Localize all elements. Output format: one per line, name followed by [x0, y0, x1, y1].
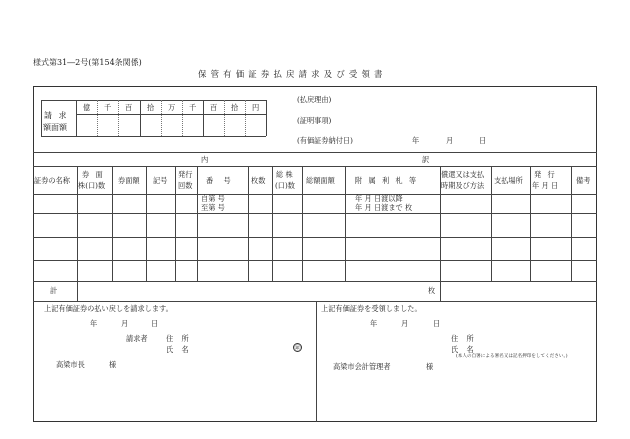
rule — [33, 301, 597, 302]
col-issue-date-2: 年 月 日 — [532, 181, 559, 190]
claim-box-top — [41, 100, 266, 101]
digit-man: 万 — [168, 103, 176, 112]
col-rule — [248, 166, 249, 281]
form-number: 様式第31―2号(第154条関係) — [33, 58, 142, 67]
request-text: 上記有価証券の払い戻しを請求します。 — [44, 304, 173, 313]
col-rule — [491, 166, 492, 281]
digit-oku: 億 — [83, 103, 91, 112]
total-label: 計 — [50, 286, 58, 295]
digit-divider — [224, 100, 225, 136]
col-pay-place: 支払場所 — [494, 176, 523, 185]
refund-reason-label: (払戻理由) — [297, 95, 332, 104]
coupon-to: 年 月 日渡まで 枚 — [355, 203, 413, 212]
document-title: 保管有価証券払戻請求及び受領書 — [198, 69, 387, 79]
breakdown-right: 訳 — [422, 155, 430, 164]
receipt-month: 月 — [401, 319, 409, 328]
bottom-divider — [316, 301, 317, 422]
payment-day: 日 — [479, 136, 487, 145]
receipt-year: 年 — [370, 319, 378, 328]
col-coupons: 附 属 利 札 等 — [355, 176, 419, 185]
col-rule — [112, 166, 113, 281]
digit-divider — [97, 100, 98, 136]
col-rule — [146, 166, 147, 281]
claim-box-bottom — [41, 136, 266, 137]
digit-ju: 拾 — [147, 103, 155, 112]
claim-label-1: 請 求 — [44, 111, 69, 120]
col-face-shares-1: 券 面 — [82, 170, 105, 179]
digit-divider — [140, 100, 141, 136]
payment-year: 年 — [412, 136, 420, 145]
digit-hyaku2: 百 — [210, 103, 218, 112]
breakdown-left: 内 — [201, 155, 209, 164]
claim-box-left — [41, 100, 42, 136]
col-rule — [302, 166, 303, 281]
coupon-from: 年 月 日渡以降 — [355, 194, 403, 203]
total-sheets: 枚 — [428, 286, 436, 295]
receipt-address: 住 所 — [451, 334, 477, 343]
request-month: 月 — [121, 319, 129, 328]
receipt-day: 日 — [433, 319, 441, 328]
seal-mark: ㊞ — [294, 345, 301, 352]
digit-divider — [203, 100, 204, 136]
mayor-sama: 様 — [109, 360, 117, 369]
col-face-shares-2: 株(口)数 — [78, 181, 106, 190]
rule — [33, 237, 597, 238]
request-year: 年 — [90, 319, 98, 328]
rule — [33, 213, 597, 214]
col-redemption-2: 時期及び方法 — [441, 181, 485, 190]
col-rule — [345, 166, 346, 281]
mayor-label: 高梁市長 — [56, 360, 85, 369]
col-rule — [571, 166, 572, 281]
rule — [33, 194, 597, 195]
manager-sama: 様 — [426, 362, 434, 371]
payment-date-label: (有価証券納付日) — [297, 136, 353, 145]
digit-sen: 千 — [104, 103, 112, 112]
requester-address: 住 所 — [166, 334, 192, 343]
manager-label: 高梁市会計管理者 — [333, 362, 391, 371]
col-rule — [197, 166, 198, 281]
rule — [33, 260, 597, 261]
request-day: 日 — [151, 319, 159, 328]
rule — [33, 281, 597, 282]
col-face-amount: 券面額 — [118, 176, 140, 185]
col-remarks: 備考 — [576, 176, 591, 185]
col-total-shares-2: (口)数 — [275, 181, 295, 190]
claim-box-mid — [76, 114, 266, 115]
receipt-text: 上記有価証券を受領しました。 — [321, 304, 422, 313]
claim-label-2: 額面額 — [43, 123, 67, 132]
col-count: 枚数 — [251, 176, 266, 185]
proof-items-label: (証明事項) — [297, 116, 332, 125]
col-rule — [272, 166, 273, 281]
col-rule — [530, 166, 531, 281]
payment-month: 月 — [446, 136, 454, 145]
col-issue-times-2: 回数 — [178, 181, 193, 190]
rule — [33, 152, 597, 153]
col-redemption-1: 償還又は支払 — [441, 170, 485, 179]
signature-note: (本人の自署による署名又は記名押印をしてください。) — [456, 354, 568, 359]
col-issue-times-1: 発行 — [178, 170, 193, 179]
col-total-face: 総額面額 — [306, 176, 335, 185]
col-symbol: 記号 — [153, 176, 168, 185]
col-number: 番 号 — [206, 176, 235, 185]
claim-box-divider — [76, 100, 77, 136]
requester-label: 請求者 — [126, 334, 148, 343]
digit-divider — [161, 100, 162, 136]
col-total-shares-1: 総 株 — [276, 170, 293, 179]
col-issue-date-1: 発 行 — [534, 170, 557, 179]
digit-sen2: 千 — [189, 103, 197, 112]
col-rule — [175, 166, 176, 281]
digit-en: 円 — [252, 103, 260, 112]
requester-name: 氏 名 — [166, 345, 192, 354]
number-from: 自第 号 — [201, 194, 225, 203]
number-to: 至第 号 — [201, 203, 225, 212]
receipt-name: 氏 名 — [451, 345, 477, 354]
digit-hyaku: 百 — [125, 103, 133, 112]
digit-divider — [182, 100, 183, 136]
digit-divider — [118, 100, 119, 136]
col-security-name: 証券の名称 — [34, 176, 70, 185]
digit-divider — [245, 100, 246, 136]
digit-ju2: 拾 — [231, 103, 239, 112]
claim-box-right — [266, 100, 267, 136]
rule — [33, 166, 597, 167]
